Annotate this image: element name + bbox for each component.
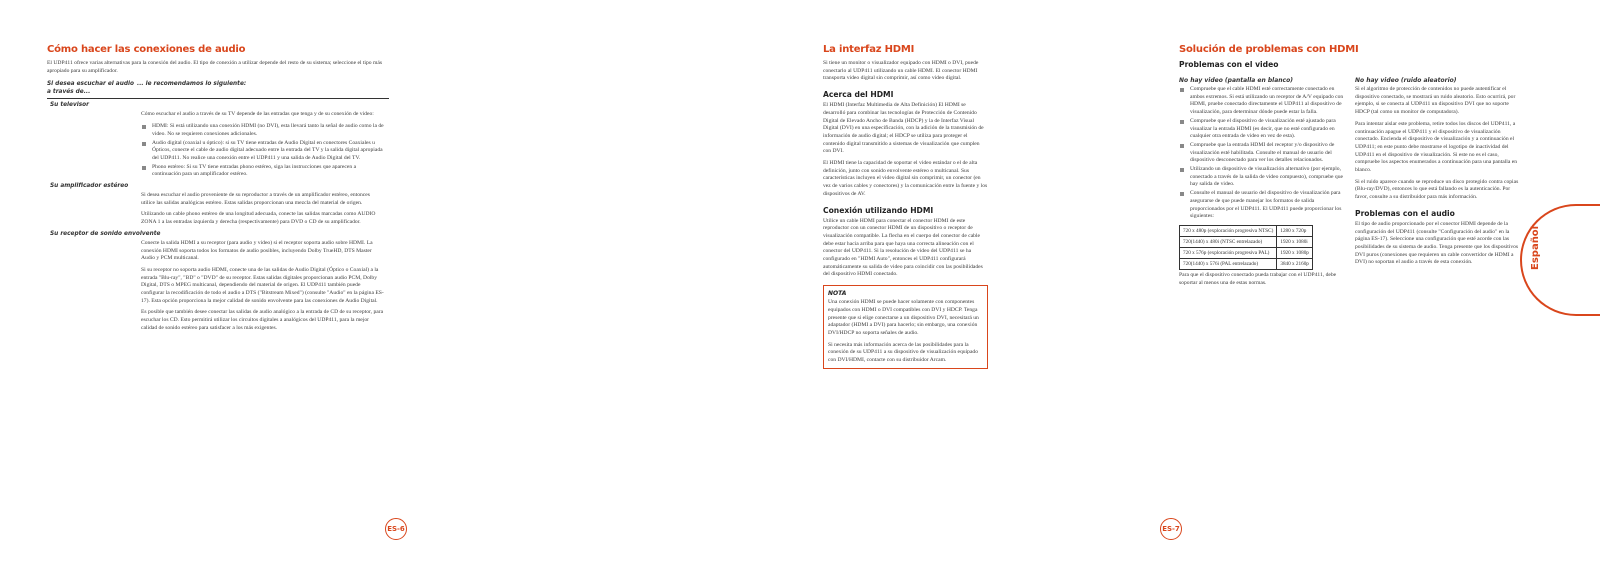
video-problems-heading: Problemas con el video bbox=[1179, 60, 1279, 69]
section-amplifier bbox=[47, 183, 389, 227]
note-title: NOTA bbox=[828, 290, 847, 298]
table-row bbox=[1180, 225, 1313, 236]
table-cell: 720 x 576p (exploración progresiva PAL) bbox=[1180, 247, 1277, 258]
page-es-6 bbox=[47, 0, 389, 576]
amplifier-paragraph: Si desea escuchar el audio proveniente de su reproductor a través de un amplificador estéreo, entonces utilice las salidas analógicas estéreo. Estas salidas proporcionan una mezcla del material de origen. bbox=[141, 192, 370, 206]
table-row bbox=[1180, 236, 1313, 247]
language-tab-label: Español bbox=[1530, 225, 1541, 270]
list-item: Audio digital (coaxial u óptico): si su TV tiene entradas de Audio Digital en conectores Coaxiales u Ópticos, conecte el cable de audio digital adecuado entre la entrada del TV y la salida digital apropiada del UDP411. No realice una conexión entre el UDP411 y una salida de Audio Digital del TV. bbox=[141, 140, 385, 163]
surround-paragraph: Conecte la salida HDMI a su receptor (para audio y video) si el receptor soporta audio sobre HDMI. La conexión HDMI soporta todos los formatos de audio posibles, incluyendo Dolby TrueHD, DTS Master Audio y PCM multicanal. bbox=[141, 239, 373, 262]
column-header-recommend: ... le recomendamos lo siguiente: bbox=[137, 81, 247, 88]
tv-paragraph: Cómo escuchar el audio a través de su TV depende de las entradas que tenga y de su conexión de video: bbox=[141, 111, 374, 118]
noise-paragraph: Si el ruido aparece cuando se reproduce un disco protegido contra copias (Blu-ray/DVD), entonces lo que está fallando es la autenticación. Por favor, consulte a su distribuidor para más información. bbox=[1355, 178, 1519, 201]
section-tv bbox=[47, 102, 389, 179]
section-surround-label: Su receptor de sonido envolvente bbox=[50, 230, 161, 237]
no-video-bullet-list bbox=[1179, 86, 1346, 221]
hdmi-interface-title: La interfaz HDMI bbox=[823, 44, 915, 55]
table-header-row bbox=[47, 81, 389, 99]
table-cell: 3840 x 2160p bbox=[1277, 258, 1313, 269]
troubleshooting-column-right bbox=[1355, 72, 1522, 291]
column-header-listen: Si desea escuchar el audio a través de... bbox=[47, 81, 134, 95]
about-hdmi-heading: Acerca del HDMI bbox=[823, 90, 894, 100]
table-row bbox=[1180, 258, 1313, 269]
list-item: Phono estéreo: Si su TV tiene entradas phono estéreo, siga las instrucciones que aparecen a continuación para un amplificador estéreo. bbox=[141, 164, 385, 179]
section-surround bbox=[47, 231, 389, 333]
no-video-noise-heading: No hay video (ruido aleatorio) bbox=[1355, 77, 1457, 84]
hdmi-connection-paragraph: Utilice un cable HDMI para conectar el conector HDMI de este reproductor con un conector HDMI de un dispositivo o receptor de visualización compatible. La flecha en el cuerpo del conector de cable debe estar hacia arriba para que haya una correcta alineación con el conector del UDP411. Si la resolución de video del UDP411 se ha configurado en "HDMI Auto", entonces el UDP411 configurará automáticamente su salida de video para coincidir con las posibilidades del dispositivo HDMI conectado. bbox=[823, 217, 983, 278]
about-hdmi-paragraph: El HDMI tiene la capacidad de soportar el video estándar o el de alta definición, junto con sonido envolvente estéreo o multicanal. Sus características incluyen el video digital sin comprimir, un conector (en vez de varios cables y conectores) y la comunicación entre la fuente y los dispositivos de AV. bbox=[823, 160, 988, 197]
surround-paragraph: Si su receptor no soporta audio HDMI, conecte una de las salidas de Audio Digital (Óptico o Coaxial) a la entrada "Blu-ray", "BD" o "DVD" de su receptor. Estas salidas digitales proporcionan audio PCM, Dolby Digital, DTS o MPEG multicanal, dependiendo del material de origen. El UDP411 también puede configurar la recodificación de todo el audio a DTS ("Bitstream Mixed") (consulte "Audio" en la página ES-17). Esta opción proporciona la mejor calidad de sonido envolvente para las conexiones de Audio Digital. bbox=[141, 266, 384, 304]
section-amplifier-label: Su amplificador estéreo bbox=[50, 183, 129, 190]
list-item: Compruebe que la entrada HDMI del receptor y/o dispositivo de visualización esté habilitada. Consulte el manual de usuario del dispositivo desconectado para ver los detalles relacionados. bbox=[1179, 142, 1346, 165]
table-cell: 1280 x 720p bbox=[1277, 225, 1313, 236]
list-item: Consulte el manual de usuario del dispositivo de visualización para asegurarse de que puede manejar los formatos de salida proporcionados por el UDP411. El UDP411 puede proporcionar los siguientes: bbox=[1179, 190, 1346, 221]
audio-problems-heading: Problemas con el audio bbox=[1355, 208, 1455, 218]
noise-paragraph: Si el algoritmo de protección de contenidos no puede autentificar el dispositivo conectado, se mostrará un ruido aleatorio. Esto ocurrirá, por ejemplo, si se conecta al UDP411 un dispositivo DVI que no soporte HDCP (tal como un monitor de computadora). bbox=[1355, 86, 1516, 116]
audio-connections-title: Cómo hacer las conexiones de audio bbox=[47, 44, 246, 55]
page-number-badge: ES-6 bbox=[385, 518, 407, 540]
tv-bullet-list bbox=[141, 123, 385, 179]
table-cell: 720(1440) x 480i (NTSC entrelazado) bbox=[1180, 236, 1277, 247]
about-hdmi-paragraph: El HDMI (Interfaz Multimedia de Alta Definición) El HDMI se desarrolló para combinar las tecnologías de Protección de Contenido Digital de Elevado Ancho de Banda (HDCP) y la de Interfaz Visual Digital (DVI) en una especificación, con la adición de la transmisión de información de audio digital; el HDCP se utiliza para proteger el contenido digital transmitido a sistemas de visualización que cumplen con DVI. bbox=[823, 102, 984, 155]
table-cell: 1920 x 1080i bbox=[1277, 236, 1313, 247]
note-paragraph: Si necesita más información acerca de las posibilidades para la conexión de su UDP411 a su dispositivo de visualización equipado con DVI/HDMI, contacte con su distribuidor Arcam. bbox=[828, 341, 979, 364]
section-tv-label: Su televisor bbox=[50, 102, 89, 109]
note-box bbox=[823, 285, 988, 369]
no-video-blank-heading: No hay video (pantalla en blanco) bbox=[1179, 77, 1293, 84]
list-item: HDMI: Si está utilizando una conexión HDMI (no DVI), esta llevará tanto la señal de audio como la de video. No se requieren conexiones adicionales. bbox=[141, 123, 385, 138]
table-row bbox=[1180, 247, 1313, 258]
list-item: Compruebe que el cable HDMI esté correctamente conectado en ambos extremos. Si está utilizando un receptor de A/V equipado con HDMI, pruebe conectado directamente el UDP411 al dispositivo de visualización, para determinar dónde puede estar la falla. bbox=[1179, 86, 1346, 117]
table-cell: 1920 x 1080p bbox=[1277, 247, 1313, 258]
audio-intro: El UDP411 ofrece varias alternativas para la conexión del audio. El tipo de conexión a utilizar depende del resto de su sistema; seleccione el tipo más apropiado para su amplificador. bbox=[47, 60, 382, 74]
page-es-7-troubleshooting bbox=[1179, 0, 1522, 576]
audio-problems-paragraph: El tipo de audio proporcionado por el conector HDMI depende de la configuración del UDP411 (consulte "Configuración del audio" en la página ES-17). Seleccione una configuración que esté acorde con las posibilidades de su sistema de audio. Tenga presente que los dispositivos DVI puros (conexiones que requieren un cable convertidor de HDMI a DVI) no soportan el audio a través de esta conexión. bbox=[1355, 220, 1519, 266]
troubleshooting-title: Solución de problemas con HDMI bbox=[1179, 44, 1359, 55]
hdmi-intro: Si tiene un monitor o visualizador equipado con HDMI o DVI, puede conectarlo al UDP411 utilizando un cable HDMI. El conector HDMI transporta video digital sin comprimir, así como video digital. bbox=[823, 60, 979, 82]
resolution-table bbox=[1179, 225, 1313, 270]
table-cell: 720 x 480p (exploración progresiva NTSC) bbox=[1180, 225, 1277, 236]
note-paragraph: Una conexión HDMI se puede hacer solamente con componentes equipados con HDMI o DVI compatibles con DVI y HDCP. Tenga presente que si elige conectarse a un dispositivo DVI, necesitará un adaptador (HDMI a DVI) para hacerlo; sin embargo, una conexión DVI/HDCP no soporta señales de audio. bbox=[828, 299, 979, 336]
page-number-badge: ES-7 bbox=[1160, 518, 1182, 540]
table-cell: 720(1440) x 576i (PAL entrelazado) bbox=[1180, 258, 1277, 269]
troubleshooting-column-left bbox=[1179, 72, 1346, 291]
list-item: Utilizando un dispositivo de visualización alternativo (por ejemplo, conectado a través de la salida de video compuesto), compruebe que hay salida de video. bbox=[1179, 166, 1346, 189]
after-table-paragraph: Para que el dispositivo conectado pueda trabajar con el UDP411, debe soportar al menos una de estas normas. bbox=[1179, 271, 1337, 286]
hdmi-connection-heading: Conexión utilizando HDMI bbox=[823, 205, 934, 215]
amplifier-paragraph: Utilizando un cable phono estéreo de una longitud adecuada, conecte las salidas marcadas como AUDIO ZONA 1 a las entradas izquierda y derecha (respectivamente) para DVD o CD de su amplificador. bbox=[141, 211, 376, 226]
noise-paragraph: Para intentar aislar este problema, retire todos los discos del UDP411, a continuación apague el UDP411 y el dispositivo de visualización conectado. Encienda el dispositivo de visualización y a continuación el UDP411; en este punto debe mostrarse el logotipo de inactividad del UDP411 en el dispositivo de visualización. Si este no es el caso, compruebe los aspectos enumerados a continuación para una pantalla en blanco. bbox=[1355, 120, 1518, 174]
surround-paragraph: Es posible que también desee conectar las salidas de audio analógico a la entrada de CD de su receptor, para escuchar los CD. Esto permitirá utilizar los circuitos digitales a analógicos del UDP411, para la mejor calidad de sonido estéreo para satisfacer a los más exigentes. bbox=[141, 309, 384, 331]
page-es-7-hdmi bbox=[823, 0, 988, 576]
list-item: Compruebe que el dispositivo de visualización esté ajustado para visualizar la entrada HDMI (es decir, que no esté configurado en cualquier otra entrada de video en vez de esta). bbox=[1179, 118, 1346, 141]
